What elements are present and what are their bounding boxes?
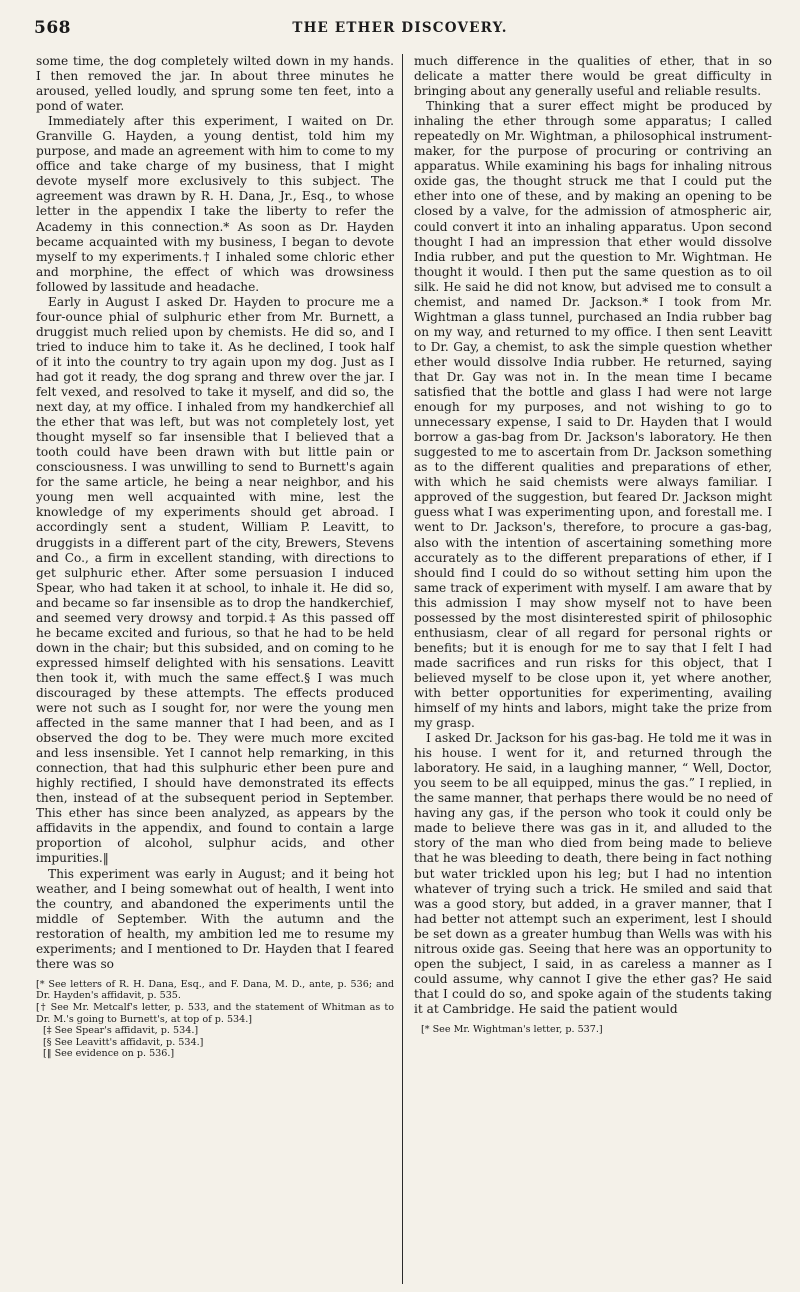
footnotes — [414, 1024, 772, 1036]
column-divider — [402, 54, 403, 1284]
footnotes — [36, 979, 394, 1060]
footnote: [§ See Leavitt's affidavit, p. 534.] — [43, 1036, 204, 1048]
footnote: [‖ See evidence on p. 536.] — [43, 1048, 175, 1060]
paragraph: This experiment was early in August; and it being hot weather, and I being somewhat out of health, I went into the country, and abandoned the experiments until the middle of September. With the autumn and the restoration of health, my ambition led me to resume my experiments; and I mentioned to Dr. Hayden that I feared there was so — [36, 866, 394, 971]
footnote: [† See Mr. Metcalf's letter, p. 533, and the statement of Whitman as to Dr. M.'s going to Burnett's, at top of p. 534.] — [36, 1002, 394, 1025]
paragraph: Early in August I asked Dr. Hayden to procure me a four-ounce phial of sulphuric ether from Mr. Burnett, a druggist much relied upon by chemists. He did so, and I tried to induce him to take it. As he declined, I took half of it into the country to try again upon my dog. Just as I had got it ready, the dog sprang and threw over the jar. I felt vexed, and resolved to take it myself, and did so, the next day, at my office. I inhaled from my handkerchief all the ether that was left, but was not completely lost, yet thought myself so far insensible that I believed that a tooth could have been drawn with but little pain or consciousness. I was unwilling to send to Burnett's again for the same article, he being a near neighbor, and his young men well acquainted with mine, lest the knowledge of my experiments should get abroad. I accordingly sent a student, William P. Leavitt, to druggists in a different part of the city, Brewers, Stevens and Co., a firm in excellent standing, with directions to get sulphuric ether. After some persuasion I induced Spear, who had taken it at school, to inhale it. He did so, and became so far insensible as to drop the handkerchief, and seemed very drowsy and torpid.‡ As this passed off he became excited and furious, so that he had to be held down in the chair; but this subsided, and on coming to he expressed himself delighted with his sensations. Leavitt then took it, with much the same effect.§ I was much discouraged by these attempts. The effects produced were not such as I sought for, nor were the young men affected in the same manner that I had been, and as I observed the dog to be. They were much more excited and less insensible. Yet I cannot help remarking, in this connection, that had this sulphuric ether been pure and highly rectified, I should have demonstrated its effects then, instead of at the subsequent period in September. This ether has since been analyzed, as appears by the affidavits in the appendix, and found to contain a large proportion of alcohol, sulphur acids, and other impurities.‖ — [36, 294, 394, 866]
page-header — [34, 18, 766, 42]
running-title: THE ETHER DISCOVERY. — [292, 20, 508, 36]
right-column — [414, 54, 772, 1036]
left-column — [36, 54, 394, 1060]
footnote: [‡ See Spear's affidavit, p. 534.] — [43, 1025, 199, 1037]
footnote: [* See letters of R. H. Dana, Esq., and F. Dana, M. D., ante, p. 536; and Dr. Hayden's affidavit, p. 535. — [36, 978, 394, 1002]
paragraph: Immediately after this experiment, I waited on Dr. Granville G. Hayden, a young dentist, told him my purpose, and made an agreement with him to come to my office and take charge of my business, that I might devote myself more exclusively to this subject. The agreement was drawn by R. H. Dana, Jr., Esq., to whose letter in the appendix I take the liberty to refer the Academy in this connection.* As soon as Dr. Hayden became acquainted with my business, I began to devote myself to my experiments.† I inhaled some chloric ether and morphine, the effect of which was drowsiness followed by lassitude and headache. — [36, 114, 394, 294]
paragraph: Thinking that a surer effect might be produced by inhaling the ether through some apparatus; I called repeatedly on Mr. Wightman, a philosophical instrument-maker, for the purpose of procuring or contriving an apparatus. While examining his bags for inhaling nitrous oxide gas, the thought struck me that I could put the ether into one of these, and by making an opening to be closed by a valve, for the admission of atmospheric air, could convert it into an inhaling apparatus. Upon second thought I had an impression that ether would dissolve India rubber, and put the question to Mr. Wightman. He thought it would. I then put the same question as to oil silk. He said he did not know, but advised me to consult a chemist, and named Dr. Jackson.* I took from Mr. Wightman a glass tunnel, purchased an India rubber bag on my way, and returned to my office. I then sent Leavitt to Dr. Gay, a chemist, to ask the simple question whether ether would dissolve India rubber. He returned, saying that Dr. Gay was not in. In the mean time I became satisfied that the bottle and glass I had were not large enough for my purposes, and not wishing to go to unnecessary expense, I said to Dr. Hayden that I would borrow a gas-bag from Dr. Jackson's laboratory. He then suggested to me to ascertain from Dr. Jackson something as to the different qualities and preparations of ether, with which he said chemists were always familiar. I approved of the suggestion, but feared Dr. Jackson might guess what I was experimenting upon, and forestall me. I went to Dr. Jackson's, therefore, to procure a gas-bag, also with the intention of ascertaining something more accurately as to the different preparations of ether, if I should find I could do so without setting him upon the same track of experiment with myself. I am aware that by this admission I may show myself not to have been possessed by the most disinterested spirit of philosophic enthusiasm, clear of all regard for personal rights or benefits; but it is enough for me to say that I felt I had made sacrifices and run risks for this object, that I believed myself to be close upon it, yet where another, with better opportunities for experimenting, availing himself of my hints and labors, might take the prize from my grasp. — [414, 99, 772, 731]
paragraph: much difference in the qualities of ether, that in so delicate a matter there would be great difficulty in bringing about any generally useful and reliable results. — [414, 54, 772, 99]
footnote: [* See Mr. Wightman's letter, p. 537.] — [421, 1024, 603, 1035]
page-number: 568 — [34, 18, 71, 38]
paragraph: I asked Dr. Jackson for his gas-bag. He told me it was in his house. I went for it, and returned through the laboratory. He said, in a laughing manner, “ Well, Doctor, you seem to be all equipped, minus the gas.” I replied, in the same manner, that perhaps there would be no need of having any gas, if the person who took it could only be made to believe there was gas in it, and alluded to the story of the man who died from being made to believe that he was bleeding to death, there being in fact nothing but water trickled upon his leg; but I had no intention whatever of trying such a trick. He smiled and said that was a good story, but added, in a graver manner, that I had better not attempt such an experiment, lest I should be set down as a greater humbug than Wells was with his nitrous oxide gas. Seeing that here was an opportunity to open the subject, I said, in as careless a manner as I could assume, why cannot I give the ether gas? He said that I could do so, and spoke again of the students taking it at Cambridge. He said the patient would — [414, 731, 772, 1016]
paragraph: some time, the dog completely wilted down in my hands. I then removed the jar. In about three minutes he aroused, yelled loudly, and sprung some ten feet, into a pond of water. — [36, 54, 394, 114]
